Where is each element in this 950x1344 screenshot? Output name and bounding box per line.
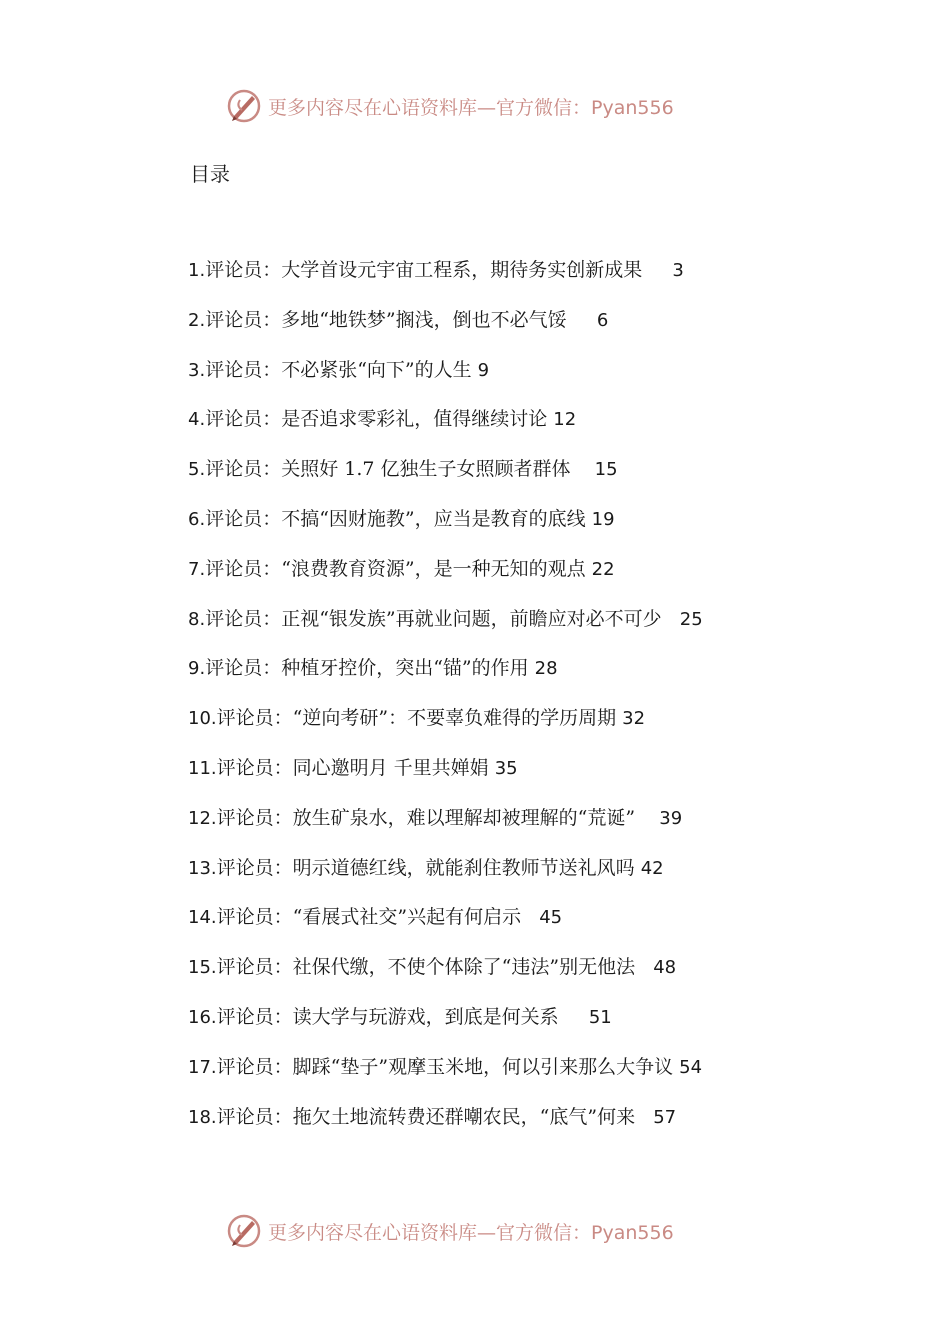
toc-entry-text: 评论员：放生矿泉水，难以理解却被理解的“荒诞” bbox=[216, 806, 636, 829]
toc-entry-text: 评论员：种植牙控价，突出“锚”的作用 bbox=[205, 657, 529, 680]
toc-entry-page: 22 bbox=[591, 558, 615, 580]
toc-entry[interactable] bbox=[188, 848, 868, 898]
toc-entry-page: 32 bbox=[622, 708, 646, 730]
toc-entry-number: 2. bbox=[188, 309, 206, 331]
toc-entry-page: 39 bbox=[659, 807, 683, 829]
toc-entry-gap bbox=[635, 956, 653, 978]
toc-entry-number: 3. bbox=[188, 359, 206, 381]
toc-entry-page: 3 bbox=[672, 260, 684, 281]
toc-entry-number: 13. bbox=[188, 857, 217, 879]
toc-entry-text: 评论员：不必紧张“向下”的人生 bbox=[205, 358, 472, 381]
toc-entry-gap bbox=[559, 1006, 589, 1028]
wechat-id: Pyan556 bbox=[591, 96, 674, 119]
toc-entry-text: 评论员：“逆向考研”：不要辜负难得的学历周期 bbox=[216, 707, 617, 730]
toc-entry-number: 18. bbox=[188, 1106, 217, 1128]
toc-entry-page: 48 bbox=[653, 957, 677, 979]
pen-circle-logo-icon bbox=[226, 88, 262, 124]
toc-entry[interactable] bbox=[188, 399, 868, 449]
toc-entry-text: 评论员：关照好 1.7 亿独生子女照顾者群体 bbox=[205, 458, 571, 481]
toc-entry-text: 评论员：多地“地铁梦”搁浅，倒也不必气馁 bbox=[205, 308, 567, 331]
toc-entry[interactable] bbox=[188, 300, 868, 350]
toc-entry[interactable] bbox=[188, 350, 868, 400]
header-banner bbox=[226, 86, 674, 126]
toc-entry[interactable] bbox=[188, 648, 868, 698]
toc-entry-text: 评论员：社保代缴，不使个体除了“违法”别无他法 bbox=[216, 956, 636, 979]
toc-entry-gap bbox=[567, 309, 597, 331]
toc-title: 目录 bbox=[190, 162, 230, 186]
toc-entry-gap bbox=[521, 906, 539, 928]
toc-entry-page: 19 bbox=[591, 508, 615, 530]
toc-entry-text: 评论员：“看展式社交”兴起有何启示 bbox=[216, 906, 522, 929]
toc-entry-text: 评论员：大学首设元宇宙工程系，期待务实创新成果 bbox=[205, 259, 643, 281]
wechat-id: Pyan556 bbox=[591, 1221, 674, 1244]
toc-entry[interactable] bbox=[188, 1097, 868, 1147]
toc-entry-page: 6 bbox=[596, 309, 609, 331]
toc-entry-text: 评论员：脚踩“垫子”观摩玉米地，何以引来那么大争议 bbox=[216, 1055, 674, 1078]
toc-list bbox=[188, 250, 868, 1146]
toc-entry-number: 5. bbox=[188, 459, 206, 481]
toc-entry[interactable] bbox=[188, 499, 868, 549]
toc-entry-page: 12 bbox=[553, 409, 577, 431]
toc-entry-number: 7. bbox=[188, 558, 206, 580]
toc-entry[interactable] bbox=[188, 599, 868, 649]
toc-entry-gap bbox=[635, 1106, 653, 1128]
toc-entry[interactable] bbox=[188, 897, 868, 947]
toc-entry-text: 评论员：拖欠土地流转费还群嘲农民，“底气”何来 bbox=[216, 1105, 636, 1128]
toc-entry-number: 8. bbox=[188, 608, 206, 630]
toc-entry-page: 28 bbox=[534, 658, 558, 680]
toc-entry-number: 12. bbox=[188, 807, 217, 829]
toc-entry-gap bbox=[642, 259, 672, 281]
toc-entry-number: 1. bbox=[188, 260, 206, 281]
toc-entry-number: 15. bbox=[188, 957, 217, 979]
toc-entry-text: 评论员：不搞“因财施教”，应当是教育的底线 bbox=[205, 507, 586, 530]
toc-entry-number: 17. bbox=[188, 1056, 217, 1078]
toc-entry-text: 评论员：正视“银发族”再就业问题，前瞻应对必不可少 bbox=[205, 607, 662, 630]
toc-entry-page: 35 bbox=[494, 757, 518, 779]
toc-entry[interactable] bbox=[188, 449, 868, 499]
toc-entry[interactable] bbox=[188, 250, 868, 300]
toc-entry[interactable] bbox=[188, 698, 868, 748]
toc-entry-number: 11. bbox=[188, 757, 217, 779]
toc-entry-number: 10. bbox=[188, 708, 217, 730]
toc-entry-text: 评论员：读大学与玩游戏，到底是何关系 bbox=[216, 1005, 559, 1028]
toc-entry-number: 9. bbox=[188, 658, 206, 680]
toc-entry-number: 6. bbox=[188, 508, 206, 530]
toc-entry-gap bbox=[570, 458, 594, 480]
toc-entry-number: 4. bbox=[188, 409, 206, 431]
banner-text: 更多内容尽在心语资料库—官方微信：Pyan556 bbox=[268, 1221, 674, 1244]
toc-entry-text: 评论员：是否追求零彩礼，值得继续讨论 bbox=[205, 408, 548, 431]
toc-entry-page: 9 bbox=[477, 359, 490, 381]
toc-entry[interactable] bbox=[188, 1047, 868, 1097]
toc-entry-page: 42 bbox=[640, 857, 664, 879]
banner-text: 更多内容尽在心语资料库—官方微信：Pyan556 bbox=[268, 96, 674, 119]
toc-entry-number: 16. bbox=[188, 1006, 217, 1028]
toc-entry[interactable] bbox=[188, 549, 868, 599]
toc-entry-page: 25 bbox=[679, 608, 703, 630]
toc-entry[interactable] bbox=[188, 997, 868, 1047]
toc-entry-page: 54 bbox=[679, 1056, 703, 1078]
footer-banner bbox=[226, 1211, 674, 1251]
toc-entry-page: 51 bbox=[588, 1006, 612, 1028]
toc-entry-page: 15 bbox=[594, 459, 618, 481]
toc-entry-gap bbox=[635, 807, 659, 829]
toc-entry-number: 14. bbox=[188, 907, 217, 929]
toc-entry-text: 评论员：明示道德红线，就能刹住教师节送礼风吗 bbox=[216, 856, 635, 879]
toc-entry-gap bbox=[662, 608, 680, 630]
toc-entry[interactable] bbox=[188, 798, 868, 848]
toc-entry[interactable] bbox=[188, 748, 868, 798]
pen-circle-logo-icon bbox=[226, 1213, 262, 1249]
toc-entry[interactable] bbox=[188, 947, 868, 997]
toc-entry-text: 评论员：“浪费教育资源”，是一种无知的观点 bbox=[205, 557, 586, 580]
toc-entry-page: 57 bbox=[653, 1106, 677, 1128]
toc-entry-page: 45 bbox=[539, 907, 563, 929]
toc-entry-text: 评论员：同心邀明月 千里共婵娟 bbox=[216, 756, 489, 779]
